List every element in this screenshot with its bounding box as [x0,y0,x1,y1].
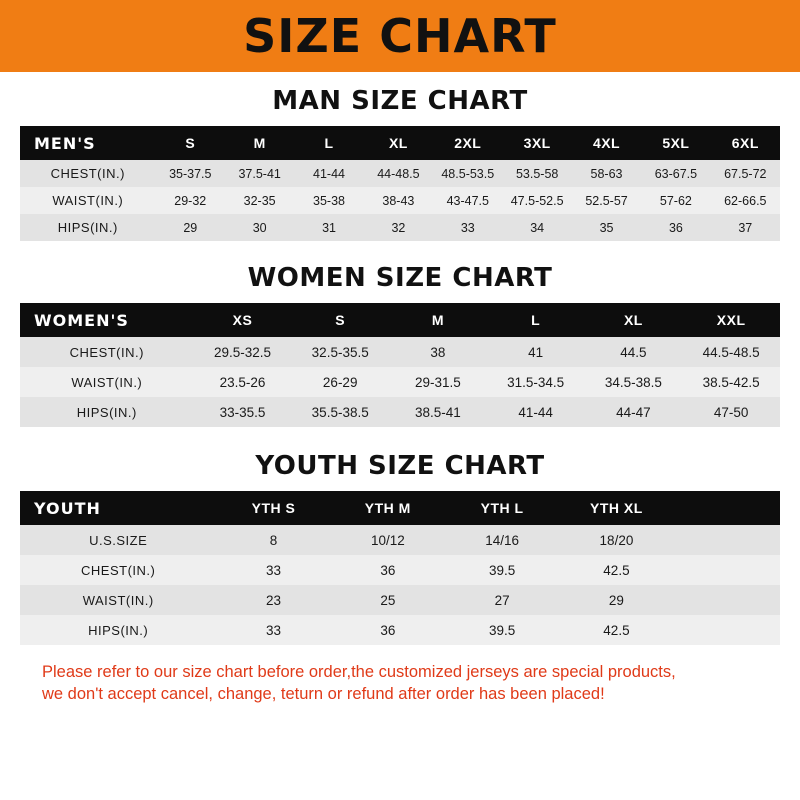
men-row-header-label: MEN'S [34,133,96,153]
youth-chest-l: 39.5 [488,562,516,578]
men-chest-m: 37.5-41 [238,166,281,181]
table-header-row [20,303,780,337]
women-table-body [20,337,780,427]
women-col-xs: XS [232,312,253,328]
youth-row-header-label: YOUTH [34,498,101,518]
youth-chest-xl: 42.5 [603,562,630,578]
men-chest-2xl: 48.5-53.5 [441,166,495,181]
youth-waist-m: 25 [380,592,396,608]
men-hips-l: 31 [322,220,336,235]
men-hips-4xl: 35 [599,220,614,235]
youth-ussize-spacer [674,525,780,555]
men-chest-4xl: 58-63 [590,166,623,181]
youth-waist-spacer [674,585,780,615]
women-hips-xl: 44-47 [616,404,651,420]
women-hips-m: 38.5-41 [415,404,461,420]
men-col-3xl: 3XL [523,135,551,151]
men-chest-5xl: 63-67.5 [654,166,698,181]
women-row-header-label: WOMEN'S [34,310,129,330]
table-row [20,337,780,367]
women-hips-label: HIPS(IN.) [76,404,137,420]
youth-hips-s: 33 [266,622,282,638]
table-header-row [20,491,780,525]
men-waist-s: 29-32 [174,193,207,208]
note-line-2: we don't accept cancel, change, teturn or refund after order has been placed! [42,685,605,704]
men-col-xl: XL [388,135,408,151]
youth-size-table [20,491,780,645]
youth-hips-xl: 42.5 [603,622,630,638]
women-col-l: L [531,312,541,328]
youth-chest-s: 33 [266,562,282,578]
men-col-5xl: 5XL [662,135,690,151]
women-size-table [20,303,780,427]
men-waist-4xl: 52.5-57 [585,193,628,208]
women-col-m: M [431,312,445,328]
table-row [20,525,780,555]
youth-waist-l: 27 [494,592,510,608]
table-row [20,160,780,187]
men-section-title: MAN SIZE CHART [272,86,528,116]
youth-table-head [20,491,780,525]
youth-chest-spacer [674,555,780,585]
women-section-title: WOMEN SIZE CHART [247,263,553,293]
youth-ussize-l: 14/16 [485,532,520,548]
youth-ussize-label: U.S.SIZE [89,532,148,548]
order-policy-note [20,661,780,706]
men-col-4xl: 4XL [592,135,621,151]
men-hips-s: 29 [183,220,198,235]
youth-hips-m: 36 [380,622,396,638]
table-row [20,555,780,585]
youth-table-body [20,525,780,645]
women-chest-label: CHEST(IN.) [69,344,144,360]
women-table-head [20,303,780,337]
youth-ussize-xl: 18/20 [599,532,634,548]
men-size-table [20,126,780,241]
men-chest-s: 35-37.5 [169,166,212,181]
women-waist-xl: 34.5-38.5 [604,374,662,390]
men-col-m: M [253,135,266,151]
men-chest-label: CHEST(IN.) [50,166,125,181]
chart-content [0,86,800,706]
women-col-s: S [335,312,346,328]
women-waist-label: WAIST(IN.) [71,374,143,390]
women-waist-xs: 23.5-26 [219,374,266,390]
men-col-s: S [185,135,196,151]
youth-col-s: YTH S [251,500,296,516]
men-hips-xl: 32 [391,220,406,235]
men-table-body [20,160,780,241]
youth-waist-s: 23 [266,592,282,608]
women-col-xxl: XXL [716,312,746,328]
men-hips-2xl: 33 [460,220,475,235]
table-row [20,367,780,397]
men-col-6xl: 6XL [731,135,759,151]
men-waist-3xl: 47.5-52.5 [510,193,564,208]
youth-col-spacer [674,491,780,525]
women-chest-xs: 29.5-32.5 [213,344,271,360]
men-hips-5xl: 36 [668,220,683,235]
women-chest-m: 38 [430,344,446,360]
men-col-l: L [324,135,334,151]
men-waist-l: 35-38 [313,193,346,208]
table-row [20,585,780,615]
youth-hips-label: HIPS(IN.) [88,622,149,638]
women-waist-l: 31.5-34.5 [507,374,565,390]
women-hips-s: 35.5-38.5 [311,404,369,420]
youth-waist-label: WAIST(IN.) [82,592,154,608]
women-hips-xxl: 47-50 [713,404,749,420]
youth-col-l: YTH L [480,500,524,516]
youth-chest-label: CHEST(IN.) [81,562,156,578]
men-chest-l: 41-44 [313,166,346,181]
men-col-2xl: 2XL [454,135,482,151]
men-chest-6xl: 67.5-72 [724,166,767,181]
page-title: SIZE CHART [243,9,557,63]
youth-hips-l: 39.5 [488,622,516,638]
women-hips-xs: 33-35.5 [219,404,266,420]
youth-ussize-s: 8 [269,532,278,548]
men-waist-6xl: 62-66.5 [724,193,767,208]
men-chest-xl: 44-48.5 [377,166,420,181]
women-waist-m: 29-31.5 [415,374,461,390]
men-waist-xl: 38-43 [382,193,415,208]
men-waist-2xl: 43-47.5 [446,193,489,208]
men-hips-6xl: 37 [738,220,753,235]
women-hips-l: 41-44 [518,404,553,420]
women-chest-xl: 44.5 [620,344,647,360]
table-row [20,397,780,427]
youth-col-xl: YTH XL [590,500,643,516]
men-hips-m: 30 [252,220,267,235]
youth-hips-spacer [674,615,780,645]
youth-ussize-m: 10/12 [370,532,405,548]
men-hips-3xl: 34 [530,220,545,235]
women-chest-s: 32.5-35.5 [311,344,369,360]
youth-col-m: YTH M [364,500,411,516]
header-banner [0,0,800,72]
men-chest-3xl: 53.5-58 [515,166,559,181]
women-col-xl: XL [623,312,643,328]
table-header-row [20,126,780,160]
youth-waist-xl: 29 [608,592,624,608]
women-waist-xxl: 38.5-42.5 [702,374,760,390]
women-chest-xxl: 44.5-48.5 [702,344,760,360]
men-waist-m: 32-35 [243,193,276,208]
note-line-1: Please refer to our size chart before order,the customized jerseys are special products, [42,663,676,681]
men-waist-label: WAIST(IN.) [52,193,124,208]
table-row [20,615,780,645]
table-row [20,214,780,241]
men-waist-5xl: 57-62 [659,193,692,208]
youth-section-title: YOUTH SIZE CHART [255,451,545,481]
women-waist-s: 26-29 [322,374,358,390]
men-hips-label: HIPS(IN.) [57,220,118,235]
women-chest-l: 41 [528,344,544,360]
men-table-head [20,126,780,160]
table-row [20,187,780,214]
youth-chest-m: 36 [380,562,396,578]
